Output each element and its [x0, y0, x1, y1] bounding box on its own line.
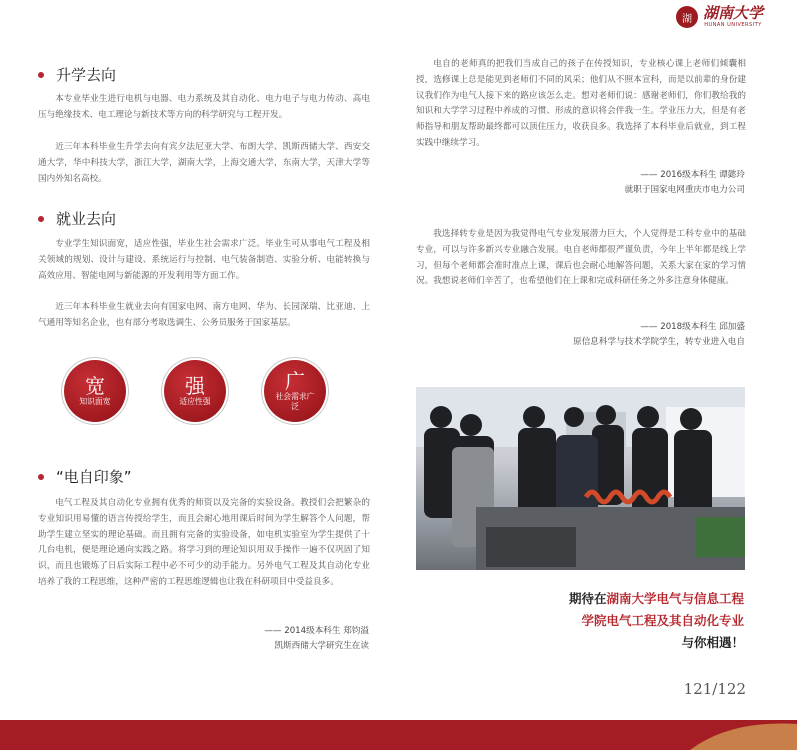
section-title-text: 就业去向 — [56, 210, 117, 228]
employment-paragraph-1: 专业学生知识面宽，适应性强，毕业生社会需求广泛。毕业生可从事电气工程及相关领域的规划、设计与建设、系统运行与控制、电气装备制造、实验分析、电能转换与高效应用、智能电网与新能源的开发利用等方面工作。 — [38, 239, 370, 281]
invite-line-3: 与你相遇！ — [681, 635, 744, 650]
circle-big-char: 广 — [285, 369, 305, 393]
testimonial-1-text: 电自的老师真的把我们当成自己的孩子在传授知识，专业核心课上老师们倾囊相授，选修课上总是能见到老师们不同的风采；他们从不照本宣科，而是以前辈的身份建议我们作为电气人接下来的路应该怎么走。想对老师们说：感谢老师们，你们教给我的知识和大学学习过程中养成的习惯、形成的意识将会伴我一生。学业压力大，但是有老师指导和朋友帮助最终都可以顶住压力，收获良多。我选择了本科毕业后就业，到工程实践中继续学习。 — [416, 59, 746, 148]
further-study-paragraph-1: 本专业毕业生进行电机与电器、电力系统及其自动化、电力电子与电力传动、高电压与绝缘技术、电工理论与新技术等方向的科学研究与工程开发。 — [38, 94, 370, 120]
bullet-icon — [38, 474, 44, 480]
attribution-author: —— 2018级本科生 邱加盛 — [640, 322, 745, 332]
footer-decoration — [0, 720, 797, 750]
attribution-detail: 凯斯西储大学研究生在读 — [274, 641, 369, 651]
testimonial-2-text: 我选择转专业是因为我觉得电气专业发展潜力巨大，个人觉得是工科专业中的基础专业，可以与许多新兴专业融合发展。电自老师都很严谨负责，今年上半年都是线上学习，但每个老师都会准时准点上课，课后也会耐心地解答问题，关系大家在家的学习情况。我想说老师们辛苦了，也希望他们在上课和完成科研任务之外多注意身体健康。 — [416, 229, 746, 287]
impression-attribution — [264, 624, 369, 654]
impression-paragraph: 电气工程及其自动化专业拥有优秀的师资以及完备的实验设备。教授们会把繁杂的专业知识用易懂的语言传授给学生，而且会耐心地用课后时间为学生解答个人问题，帮助学生建立坚实的理论基础。而且拥有完备的实验设备，如电机实验室为学生提供了十几台电机，便是理论通向实践之路。将学习到的理论知识用双手操作一遍不仅巩固了知识，而且也锻炼了日后实际工程中必不可少的动手能力。另外电气工程及其自动化专业培养了我的工程思维，这种严密的工程思维逻辑也让我在科研项目中受益良多。 — [38, 498, 370, 587]
employment-paragraph-2: 近三年本科毕业生就业去向有国家电网、南方电网、华为、长园深瑞、比亚迪、上气通用等知名企业，也有部分考取选调生、公务员服务于国家基层。 — [38, 302, 370, 328]
logo-name-cn: 湖南大学 — [702, 4, 763, 22]
bullet-icon — [38, 72, 44, 78]
circle-strong — [164, 360, 226, 422]
invite-highlight: 湖南大学电气与信息工程 — [606, 591, 744, 606]
footer-band — [0, 720, 797, 750]
lab-photo-illustration — [416, 387, 745, 570]
invite-line-1 — [569, 588, 744, 610]
circle-big-char: 宽 — [85, 374, 105, 398]
logo-name-en: HUNAN UNIVERSITY — [704, 22, 762, 28]
circle-caption: 知识面宽 — [79, 397, 111, 406]
circle-caption: 社会需求广泛 — [275, 392, 315, 411]
further-study-paragraph-2: 近三年本科毕业生升学去向有宾夕法尼亚大学、布朗大学、凯斯西储大学、西安交通大学，华中科技大学，浙江大学，湖南大学，上海交通大学，东南大学，天津大学等国内外知名高校。 — [38, 142, 370, 184]
circle-wide — [64, 360, 126, 422]
invite-line-2: 学院电气工程及其自动化专业 — [581, 613, 744, 628]
invite-prefix: 期待在 — [568, 591, 607, 606]
attribution-detail: 原信息科学与技术学院学生，转专业进入电自 — [573, 337, 745, 347]
bullet-icon — [38, 216, 44, 222]
invitation-text — [569, 588, 744, 654]
section-employment-title — [38, 208, 116, 229]
section-title-text: “电自印象” — [56, 468, 132, 486]
circle-caption: 适应性强 — [179, 397, 211, 406]
circle-big-char: 强 — [185, 374, 205, 398]
attribution-author: —— 2016级本科生 谭懿玲 — [640, 170, 745, 180]
section-title-text: 升学去向 — [56, 66, 117, 84]
testimonial-2-attribution — [573, 320, 745, 350]
university-seal-icon: 湖 — [676, 6, 698, 28]
section-further-study-title — [38, 64, 116, 85]
section-impression-title — [38, 466, 132, 487]
university-logo — [676, 6, 763, 28]
testimonial-1-attribution — [625, 168, 745, 198]
circle-broad — [264, 360, 326, 422]
lab-photo — [416, 387, 745, 570]
attribution-author: —— 2014级本科生 郑钧溢 — [264, 626, 369, 636]
attribution-detail: 就职于国家电网重庆市电力公司 — [624, 185, 745, 195]
page-number: 121/122 — [683, 680, 746, 698]
feature-circles — [64, 360, 326, 422]
